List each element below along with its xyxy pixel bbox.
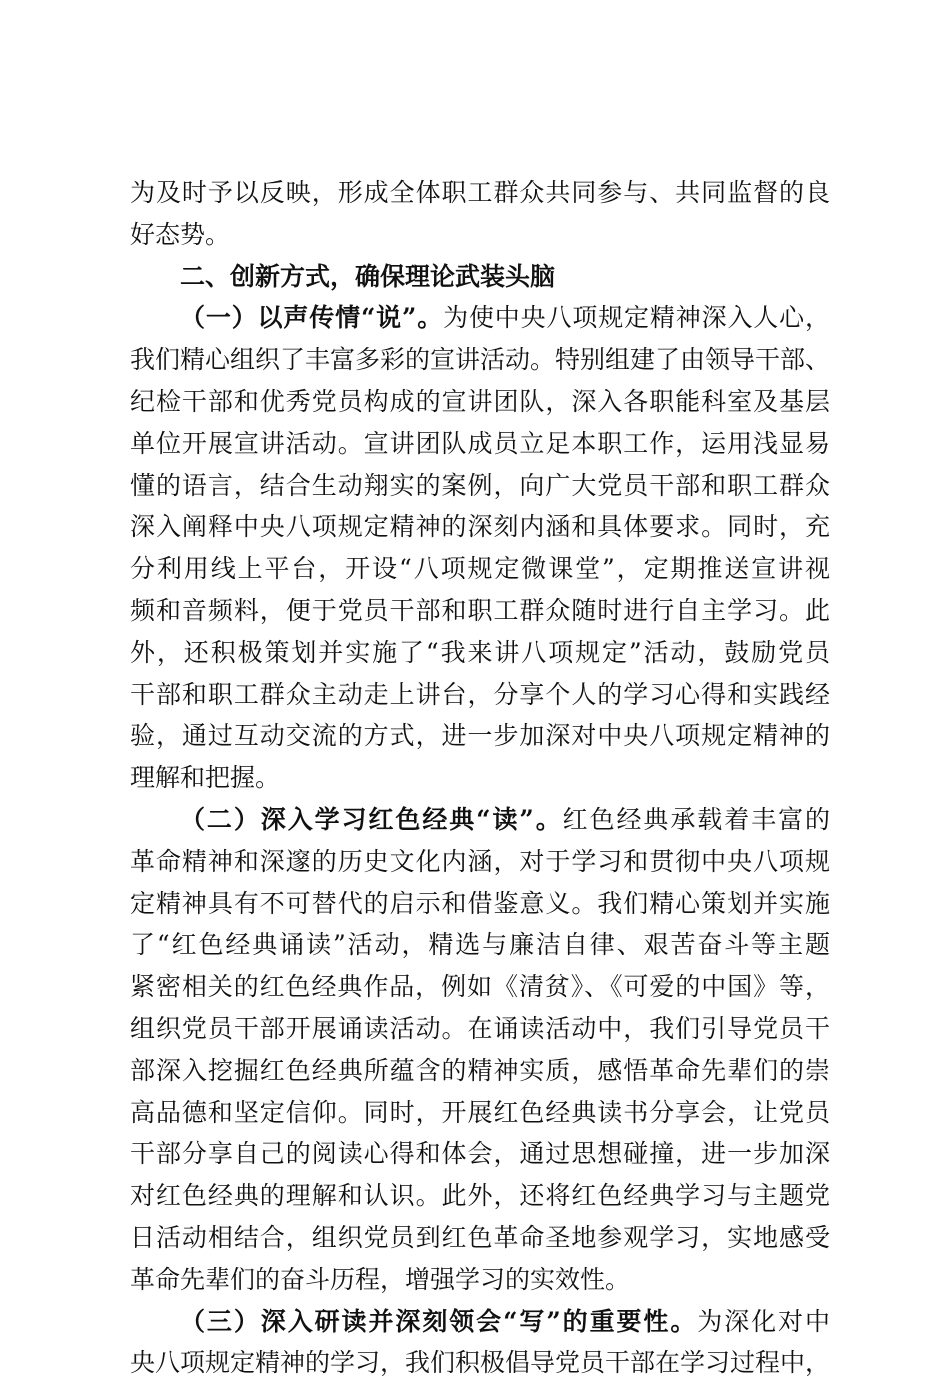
paragraph-first-line [130,1301,830,1343]
text-line: 革命先辈们的奋斗历程，增强学习的实效性。 [130,1264,631,1294]
text-line: 干部分享自己的阅读心得和体会，通过思想碰撞，进一步加深 [130,1139,830,1169]
text-line: 组织党员干部开展诵读活动。在诵读活动中，我们引导党员干 [130,1013,830,1043]
document-page [130,172,830,1384]
text-line: 了“红色经典诵读”活动，精选与廉洁自律、艰苦奋斗等主题 [130,930,830,960]
text-run: 红色经典承载着丰富的 [562,804,830,834]
text-line: 日活动相结合，组织党员到红色革命圣地参观学习，实地感受 [130,1222,830,1252]
subheading-lead: （三）深入研读并深刻领会“写”的重要性。 [180,1306,698,1336]
text-line: 纪检干部和优秀党员构成的宣讲团队，深入各职能科室及基层 [130,386,830,416]
text-line: 分利用线上平台，开设“八项规定微课堂”，定期推送宣讲视 [130,554,830,584]
text-line: 懂的语言，结合生动翔实的案例，向广大党员干部和职工群众 [130,470,830,500]
text-line: 验，通过互动交流的方式，进一步加深对中央八项规定精神的 [130,721,830,751]
text-line: 我们精心组织了丰富多彩的宣讲活动。特别组建了由领导干部、 [130,345,831,375]
paragraph-first-line [130,297,830,339]
text-line: 高品德和坚定信仰。同时，开展红色经典读书分享会，让党员 [130,1097,830,1127]
text-line: 单位开展宣讲活动。宣讲团队成员立足本职工作，运用浅显易 [130,428,830,458]
text-line: 频和音频料，便于党员干部和职工群众随时进行自主学习。此 [130,595,830,625]
text-line: 部深入挖掘红色经典所蕴含的精神实质，感悟革命先辈们的崇 [130,1055,830,1085]
text-line: 深入阐释中央八项规定精神的深刻内涵和具体要求。同时，充 [130,512,830,542]
text-line: 好态势。 [130,219,231,249]
text-run: 为使中央八项规定精神深入人心， [443,303,830,333]
text-line: 革命精神和深邃的历史文化内涵，对于学习和贯彻中央八项规 [130,846,830,876]
subheading-lead: （一）以声传情“说”。 [180,303,444,333]
text-line: 定精神具有不可替代的启示和借鉴意义。我们精心策划并实施 [130,888,830,918]
text-run: 为深化对中 [697,1306,830,1336]
text-line: 央八项规定精神的学习，我们积极倡导党员干部在学习过程中， [130,1348,831,1378]
subheading-lead: （二）深入学习红色经典“读”。 [180,804,563,834]
text-line: 外，还积极策划并实施了“我来讲八项规定”活动，鼓励党员 [130,637,830,667]
paragraph-item-2 [130,799,830,1301]
paragraph-first-line [130,799,830,841]
text-line: 干部和职工群众主动走上讲台，分享个人的学习心得和实践经 [130,679,830,709]
paragraph-continuation [130,172,830,256]
text-line: 为及时予以反映，形成全体职工群众共同参与、共同监督的良 [130,178,830,207]
section-heading: 二、创新方式，确保理论武装头脑 [180,261,556,291]
text-line: 紧密相关的红色经典作品，例如《清贫》、《可爱的中国》等， [130,972,830,1002]
paragraph-item-3 [130,1301,830,1384]
text-line: 理解和把握。 [130,763,281,793]
text-line: 对红色经典的理解和认识。此外，还将红色经典学习与主题党 [130,1181,830,1211]
paragraph-item-1 [130,297,830,799]
